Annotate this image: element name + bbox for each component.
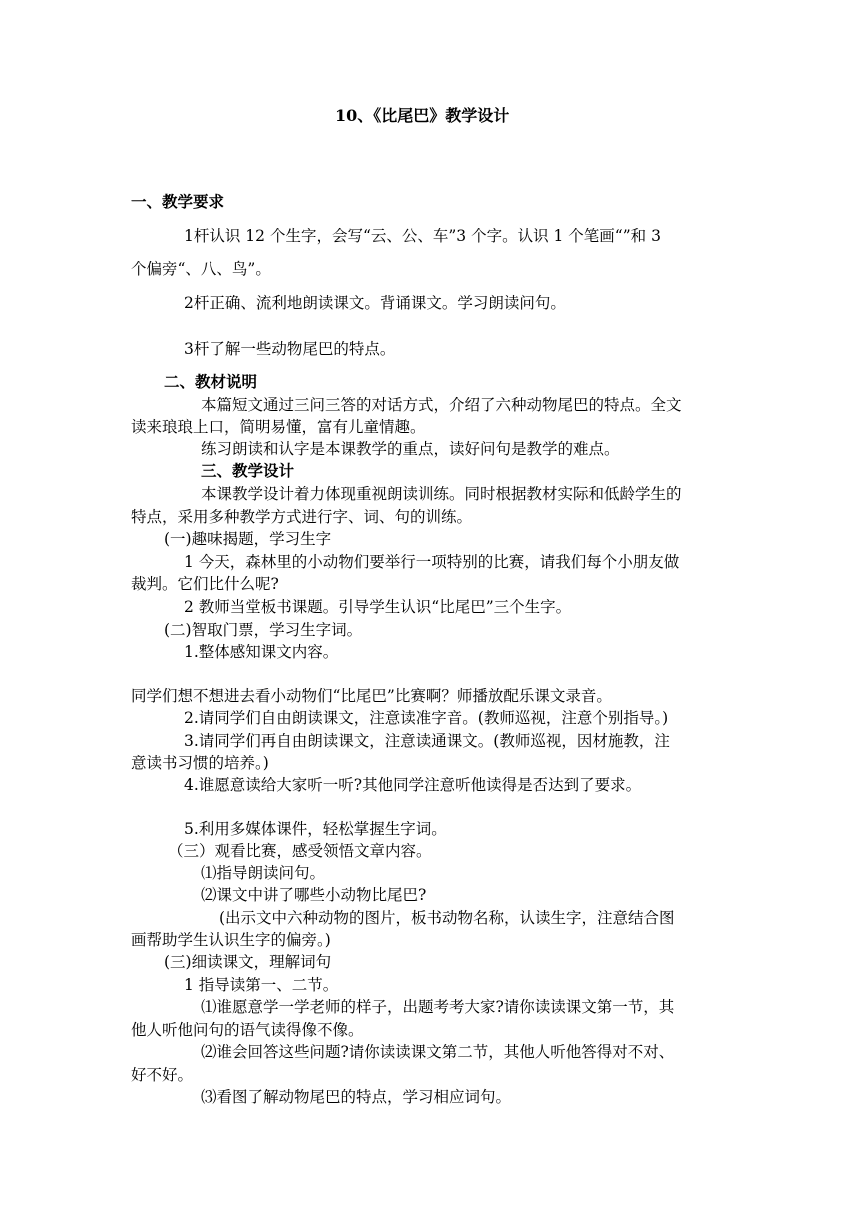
paragraph-line: 裁判。它们比什么呢? bbox=[131, 575, 279, 593]
paragraph-line: 1杆认识 12 个生字，会写“云、公、车”3 个字。认识 1 个笔画“”和 3 bbox=[184, 227, 661, 245]
paragraph-line: 5.利用多媒体课件，轻松掌握生字词。 bbox=[184, 820, 447, 838]
paragraph-line: 4.谁愿意读给大家听一听?其他同学注意听他读得是否达到了要求。 bbox=[184, 776, 642, 794]
paragraph-line: 1 指导读第一、二节。 bbox=[184, 976, 339, 994]
paragraph-line: 特点，采用多种教学方式进行字、词、句的训练。 bbox=[131, 508, 473, 526]
section-heading-design: 三、教学设计 bbox=[201, 461, 295, 480]
paragraph-line: 本课教学设计着力体现重视朗读训练。同时根据教材实际和低龄学生的 bbox=[201, 485, 682, 503]
paragraph-line: (出示文中六种动物的图片，板书动物名称，认读生字，注意结合图 bbox=[219, 909, 675, 927]
paragraph-line: 3.请同学们再自由朗读课文，注意读通课文。(教师巡视，因材施教，注 bbox=[184, 732, 670, 750]
section-heading-materials: 二、教材说明 bbox=[164, 372, 258, 391]
paragraph-line: ⑴谁愿意学一学老师的样子，出题考考大家?请你读读课文第一节，其 bbox=[201, 998, 675, 1016]
paragraph-line: 同学们想不想进去看小动物们“比尾巴”比赛啊？师播放配乐课文录音。 bbox=[131, 687, 612, 705]
paragraph-line: 1 今天，森林里的小动物们要举行一项特别的比赛，请我们每个小朋友做 bbox=[184, 553, 680, 571]
section-heading-requirements: 一、教学要求 bbox=[131, 192, 225, 211]
paragraph-line: 2杆正确、流利地朗读课文。背诵课文。学习朗读问句。 bbox=[184, 294, 566, 312]
subsection-heading: （三）观看比赛，感受领悟文章内容。 bbox=[168, 842, 432, 860]
paragraph-line: 画帮助学生认识生字的偏旁。) bbox=[131, 931, 331, 949]
paragraph-line: ⑶看图了解动物尾巴的特点，学习相应词句。 bbox=[201, 1088, 512, 1106]
paragraph-line: ⑴指导朗读问句。 bbox=[201, 864, 326, 882]
paragraph-line: 3杆了解一些动物尾巴的特点。 bbox=[184, 340, 396, 358]
paragraph-line: ⑵课文中讲了哪些小动物比尾巴? bbox=[201, 886, 427, 904]
paragraph-line: 好不好。 bbox=[131, 1066, 194, 1084]
paragraph-line: 2.请同学们自由朗读课文，注意读准字音。(教师巡视，注意个别指导。) bbox=[184, 709, 669, 727]
subsection-heading: (三)细读课文，理解词句 bbox=[164, 953, 332, 971]
subsection-heading: (一)趣味揭题，学习生字 bbox=[164, 530, 332, 548]
paragraph-line: 1.整体感知课文内容。 bbox=[184, 643, 339, 661]
paragraph-line: 他人听他问句的语气读得像不像。 bbox=[131, 1021, 364, 1039]
paragraph-line: 2 教师当堂板书课题。引导学生认识“比尾巴”三个生字。 bbox=[184, 598, 572, 616]
paragraph-line: 本篇短文通过三问三答的对话方式，介绍了六种动物尾巴的特点。全文 bbox=[201, 396, 682, 414]
paragraph-line: 读来琅琅上口，简明易懂，富有儿童情趣。 bbox=[131, 418, 426, 436]
paragraph-line: 个偏旁“、八、鸟”。 bbox=[131, 260, 271, 278]
subsection-heading: (二)智取门票，学习生字词。 bbox=[164, 621, 363, 639]
paragraph-line: 意读书习惯的培养。) bbox=[131, 754, 269, 772]
paragraph-line: 练习朗读和认字是本课教学的重点，读好问句是教学的难点。 bbox=[201, 440, 620, 458]
paragraph-line: ⑵谁会回答这些问题?请你读读课文第二节，其他人听他答得对不对、 bbox=[201, 1043, 675, 1061]
document-title: 10、《比尾巴》教学设计 bbox=[335, 106, 510, 125]
